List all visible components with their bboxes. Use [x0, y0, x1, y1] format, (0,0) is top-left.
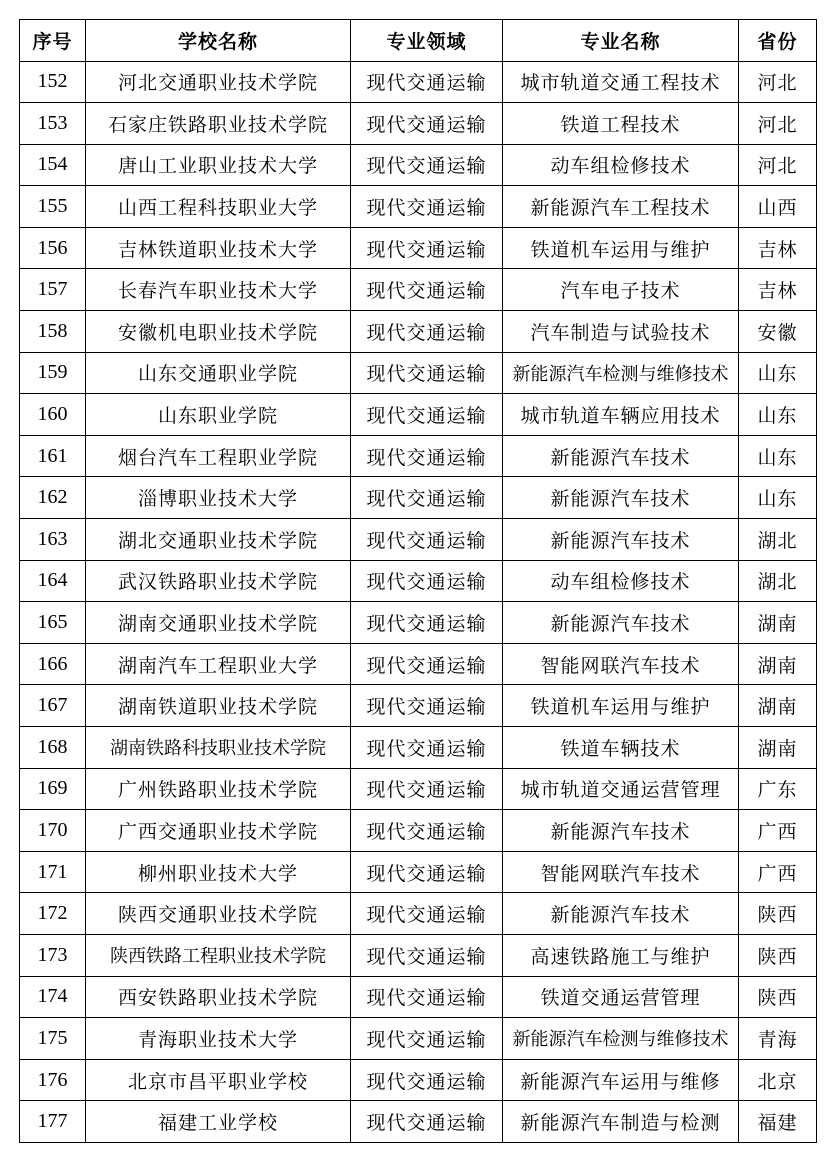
cell-field: 现代交通运输: [351, 477, 503, 519]
cell-index: 158: [20, 311, 86, 353]
cell-index: 173: [20, 934, 86, 976]
cell-index: 163: [20, 519, 86, 561]
cell-province: 陕西: [739, 893, 817, 935]
table-row: [20, 435, 817, 477]
cell-school-name: 长春汽车职业技术大学: [86, 269, 351, 311]
cell-school-name: 吉林铁道职业技术大学: [86, 227, 351, 269]
cell-school-name: 石家庄铁路职业技术学院: [86, 103, 351, 145]
table-row: [20, 934, 817, 976]
cell-school-name: 武汉铁路职业技术学院: [86, 560, 351, 602]
cell-index: 169: [20, 768, 86, 810]
cell-index: 166: [20, 643, 86, 685]
cell-province: 广西: [739, 810, 817, 852]
table-row: [20, 1059, 817, 1101]
cell-major-name: 智能网联汽车技术: [503, 643, 739, 685]
cell-school-name: 广西交通职业技术学院: [86, 810, 351, 852]
cell-school-name: 山东职业学院: [86, 394, 351, 436]
cell-province: 吉林: [739, 227, 817, 269]
header-index: 序号: [20, 20, 86, 62]
cell-field: 现代交通运输: [351, 851, 503, 893]
cell-field: 现代交通运输: [351, 186, 503, 228]
cell-major-name: 铁道交通运营管理: [503, 976, 739, 1018]
cell-field: 现代交通运输: [351, 727, 503, 769]
table-row: [20, 976, 817, 1018]
table-row: [20, 810, 817, 852]
cell-province: 青海: [739, 1018, 817, 1060]
table-row: [20, 893, 817, 935]
cell-school-name: 湖北交通职业技术学院: [86, 519, 351, 561]
cell-school-name: 北京市昌平职业学校: [86, 1059, 351, 1101]
cell-field: 现代交通运输: [351, 976, 503, 1018]
cell-field: 现代交通运输: [351, 810, 503, 852]
cell-major-name: 铁道机车运用与维护: [503, 685, 739, 727]
cell-index: 159: [20, 352, 86, 394]
table-header-row: [20, 20, 817, 62]
table-row: [20, 394, 817, 436]
table-row: [20, 477, 817, 519]
cell-major-name: 新能源汽车技术: [503, 602, 739, 644]
cell-index: 175: [20, 1018, 86, 1060]
cell-school-name: 安徽机电职业技术学院: [86, 311, 351, 353]
cell-province: 安徽: [739, 311, 817, 353]
cell-school-name: 湖南铁道职业技术学院: [86, 685, 351, 727]
cell-field: 现代交通运输: [351, 685, 503, 727]
cell-province: 山东: [739, 477, 817, 519]
cell-major-name: 动车组检修技术: [503, 144, 739, 186]
cell-major-name: 新能源汽车技术: [503, 477, 739, 519]
cell-field: 现代交通运输: [351, 602, 503, 644]
cell-index: 168: [20, 727, 86, 769]
cell-field: 现代交通运输: [351, 1018, 503, 1060]
cell-index: 171: [20, 851, 86, 893]
cell-major-name: 新能源汽车检测与维修技术: [503, 352, 739, 394]
header-school-name: 学校名称: [86, 20, 351, 62]
cell-province: 北京: [739, 1059, 817, 1101]
cell-major-name: 智能网联汽车技术: [503, 851, 739, 893]
cell-major-name: 高速铁路施工与维护: [503, 934, 739, 976]
cell-index: 152: [20, 61, 86, 103]
cell-index: 161: [20, 435, 86, 477]
header-field: 专业领域: [351, 20, 503, 62]
cell-major-name: 新能源汽车技术: [503, 810, 739, 852]
cell-province: 广东: [739, 768, 817, 810]
cell-province: 河北: [739, 61, 817, 103]
cell-field: 现代交通运输: [351, 311, 503, 353]
cell-field: 现代交通运输: [351, 560, 503, 602]
cell-field: 现代交通运输: [351, 768, 503, 810]
cell-index: 176: [20, 1059, 86, 1101]
table-row: [20, 519, 817, 561]
cell-field: 现代交通运输: [351, 934, 503, 976]
cell-major-name: 新能源汽车技术: [503, 519, 739, 561]
cell-major-name: 新能源汽车技术: [503, 893, 739, 935]
cell-index: 160: [20, 394, 86, 436]
cell-school-name: 湖南铁路科技职业技术学院: [86, 727, 351, 769]
cell-major-name: 新能源汽车工程技术: [503, 186, 739, 228]
table-row: [20, 768, 817, 810]
cell-field: 现代交通运输: [351, 227, 503, 269]
cell-field: 现代交通运输: [351, 519, 503, 561]
cell-field: 现代交通运输: [351, 435, 503, 477]
cell-index: 154: [20, 144, 86, 186]
cell-province: 湖北: [739, 560, 817, 602]
table-row: [20, 1101, 817, 1143]
cell-major-name: 新能源汽车运用与维修: [503, 1059, 739, 1101]
cell-major-name: 铁道机车运用与维护: [503, 227, 739, 269]
cell-major-name: 新能源汽车检测与维修技术: [503, 1018, 739, 1060]
cell-index: 177: [20, 1101, 86, 1143]
cell-major-name: 汽车电子技术: [503, 269, 739, 311]
cell-major-name: 城市轨道车辆应用技术: [503, 394, 739, 436]
cell-province: 湖北: [739, 519, 817, 561]
cell-school-name: 柳州职业技术大学: [86, 851, 351, 893]
cell-major-name: 铁道车辆技术: [503, 727, 739, 769]
table-row: [20, 144, 817, 186]
table-row: [20, 227, 817, 269]
table-row: [20, 311, 817, 353]
table-row: [20, 602, 817, 644]
cell-field: 现代交通运输: [351, 1059, 503, 1101]
table-row: [20, 1018, 817, 1060]
cell-field: 现代交通运输: [351, 103, 503, 145]
header-province: 省份: [739, 20, 817, 62]
cell-school-name: 陕西铁路工程职业技术学院: [86, 934, 351, 976]
cell-index: 164: [20, 560, 86, 602]
cell-province: 福建: [739, 1101, 817, 1143]
cell-province: 湖南: [739, 643, 817, 685]
table-body: [20, 61, 817, 1142]
cell-index: 162: [20, 477, 86, 519]
table-row: [20, 685, 817, 727]
cell-major-name: 新能源汽车制造与检测: [503, 1101, 739, 1143]
cell-major-name: 动车组检修技术: [503, 560, 739, 602]
cell-field: 现代交通运输: [351, 1101, 503, 1143]
table-row: [20, 186, 817, 228]
cell-school-name: 湖南交通职业技术学院: [86, 602, 351, 644]
header-major-name: 专业名称: [503, 20, 739, 62]
cell-province: 广西: [739, 851, 817, 893]
cell-index: 153: [20, 103, 86, 145]
cell-index: 167: [20, 685, 86, 727]
cell-school-name: 福建工业学校: [86, 1101, 351, 1143]
table-row: [20, 61, 817, 103]
cell-school-name: 西安铁路职业技术学院: [86, 976, 351, 1018]
cell-field: 现代交通运输: [351, 643, 503, 685]
table-row: [20, 269, 817, 311]
cell-province: 山东: [739, 394, 817, 436]
cell-school-name: 山西工程科技职业大学: [86, 186, 351, 228]
cell-province: 山西: [739, 186, 817, 228]
cell-index: 165: [20, 602, 86, 644]
cell-school-name: 烟台汽车工程职业学院: [86, 435, 351, 477]
cell-school-name: 淄博职业技术大学: [86, 477, 351, 519]
table-row: [20, 352, 817, 394]
cell-field: 现代交通运输: [351, 61, 503, 103]
cell-index: 172: [20, 893, 86, 935]
table-row: [20, 727, 817, 769]
cell-school-name: 唐山工业职业技术大学: [86, 144, 351, 186]
table-row: [20, 560, 817, 602]
cell-school-name: 湖南汽车工程职业大学: [86, 643, 351, 685]
cell-province: 陕西: [739, 976, 817, 1018]
cell-index: 170: [20, 810, 86, 852]
cell-major-name: 汽车制造与试验技术: [503, 311, 739, 353]
cell-province: 湖南: [739, 727, 817, 769]
cell-province: 河北: [739, 103, 817, 145]
cell-field: 现代交通运输: [351, 144, 503, 186]
cell-school-name: 广州铁路职业技术学院: [86, 768, 351, 810]
cell-major-name: 新能源汽车技术: [503, 435, 739, 477]
cell-province: 湖南: [739, 602, 817, 644]
cell-province: 河北: [739, 144, 817, 186]
cell-province: 山东: [739, 352, 817, 394]
cell-school-name: 河北交通职业技术学院: [86, 61, 351, 103]
cell-school-name: 青海职业技术大学: [86, 1018, 351, 1060]
cell-major-name: 铁道工程技术: [503, 103, 739, 145]
cell-index: 155: [20, 186, 86, 228]
cell-index: 156: [20, 227, 86, 269]
cell-province: 陕西: [739, 934, 817, 976]
cell-field: 现代交通运输: [351, 269, 503, 311]
cell-province: 山东: [739, 435, 817, 477]
cell-school-name: 陕西交通职业技术学院: [86, 893, 351, 935]
cell-field: 现代交通运输: [351, 893, 503, 935]
table-row: [20, 851, 817, 893]
cell-index: 157: [20, 269, 86, 311]
cell-index: 174: [20, 976, 86, 1018]
cell-province: 湖南: [739, 685, 817, 727]
cell-major-name: 城市轨道交通运营管理: [503, 768, 739, 810]
cell-field: 现代交通运输: [351, 352, 503, 394]
cell-province: 吉林: [739, 269, 817, 311]
table-row: [20, 643, 817, 685]
table-row: [20, 103, 817, 145]
cell-field: 现代交通运输: [351, 394, 503, 436]
cell-school-name: 山东交通职业学院: [86, 352, 351, 394]
school-major-table: [19, 19, 817, 1143]
cell-major-name: 城市轨道交通工程技术: [503, 61, 739, 103]
